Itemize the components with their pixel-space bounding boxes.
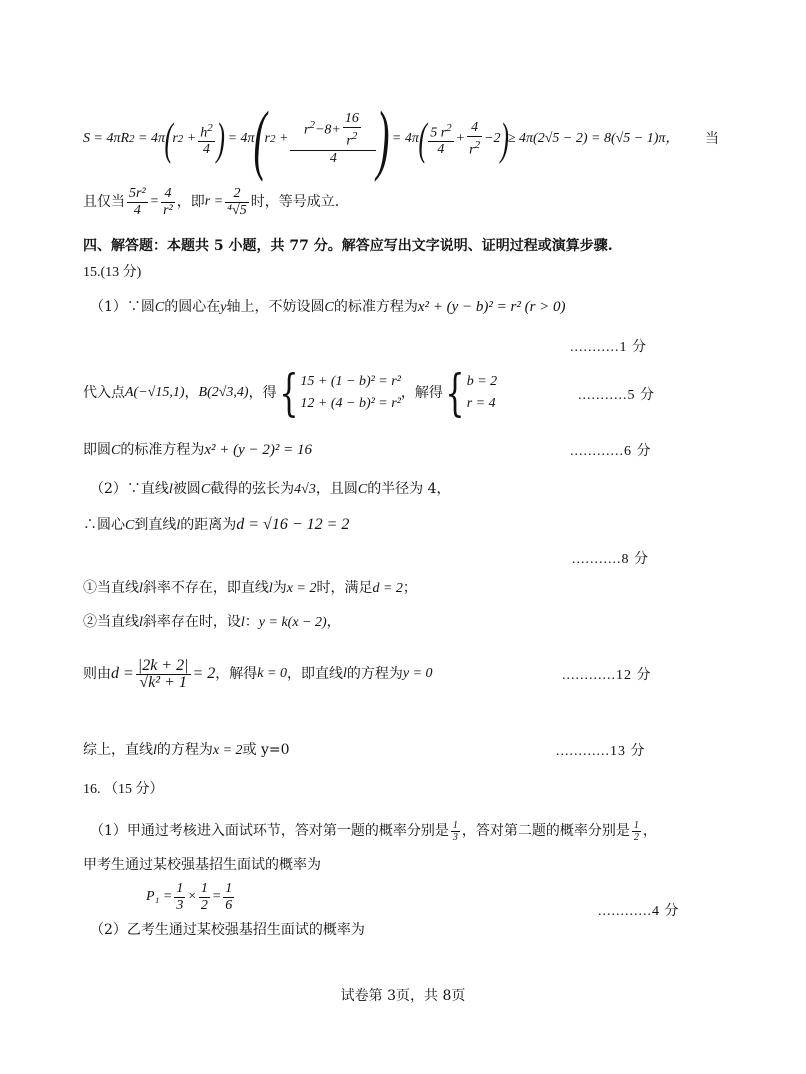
formula-surface-area: S = 4π R 2 = 4π ( r 2 + $\frac{h^2}{4}$ ) = 4π ( r 2 + $r^2-8+$ $\frac{16}{r^2}$ 4 ) = 4π ( $\frac{5 r^2}{4}$ + $\frac{4}{r^2}$ −2 ) ≥ 4π(2√5 − 2) = 8(√5 − 1) π ， xyxy=(83,95,680,182)
q16-prob-intro: 甲考生通过某校强基招生面试的概率为 xyxy=(83,857,321,873)
q15-substitution: 代入点 A(−√15,1) ， B(2√3,4) ，得 { 15 + (1 − b)² = r² 12 + (4 − b)² = r² ，解得 { b = 2 r = 4 xyxy=(83,364,498,422)
q15-case2: ②当直线l斜率存在时，设l：y = k(x − 2)， xyxy=(83,614,341,630)
score-8: ...........8 分 xyxy=(572,552,649,567)
score-13: ............13 分 xyxy=(556,744,646,759)
q15-distance: ∴圆心C到直线l的距离为d = √16 − 12 = 2 xyxy=(83,516,350,533)
formula-P1: P₁ = $\frac{1}{3}$ × $\frac{1}{2}$ = $\frac{1}{6}$ xyxy=(146,880,233,913)
q16-heading: 16. （15 分） xyxy=(83,782,164,797)
q15-part2: （2）∵直线l被圆C截得的弦长为4√3，且圆C的半径为 4， xyxy=(90,481,451,497)
score-4: ............4 分 xyxy=(598,904,680,919)
equality-condition: 且仅当 $\frac{\text{5r²}}{4}$ = $\frac{4}{\text{r²}}$ ，即 r = $\frac{2}{\text{⁴√5}}$ 时，等号成立. xyxy=(83,185,340,218)
q15-conclusion: 综上，直线l的方程为x = 2或 y=0 xyxy=(83,742,290,758)
q15-distance-formula: 则由 d = $\frac{|2k + 2|}{\text{√k² + 1}}$ = 2 ，解得 k = 0 ，即直线 l 的方程为 y = 0 xyxy=(83,656,433,691)
q15-circle-eq: 即圆C的标准方程为x² + (y − 2)² = 16 xyxy=(83,442,313,458)
score-1: ...........1 分 xyxy=(570,340,647,355)
score-6: ............6 分 xyxy=(570,444,652,459)
page-footer: 试卷第 3页，共 8页 xyxy=(340,988,466,1004)
q15-case1: ①当直线l斜率不存在，即直线l为x = 2时，满足d = 2； xyxy=(83,580,417,596)
section-heading: 四、解答题：本题共 5 小题，共 77 分。解答应写出文字说明、证明过程或演算步骤. xyxy=(83,238,613,254)
score-5: ...........5 分 xyxy=(578,388,655,403)
q16-part1: （1）甲通过考核进入面试环节，答对第一题的概率分别是 $\frac{1}{3}$ ，答对第二题的概率分别是 $\frac{1}{2}$ ， xyxy=(90,819,657,843)
q15-part1: （1）∵圆C的圆心在y轴上，不妨设圆C的标准方程为x² + (y − b)² = r² (r > 0) xyxy=(90,299,566,315)
q16-part2: （2）乙考生通过某校强基招生面试的概率为 xyxy=(90,922,365,938)
score-12: ............12 分 xyxy=(562,668,652,683)
text-dang: 当 xyxy=(705,131,719,147)
q15-heading: 15.(13 分) xyxy=(83,265,142,280)
